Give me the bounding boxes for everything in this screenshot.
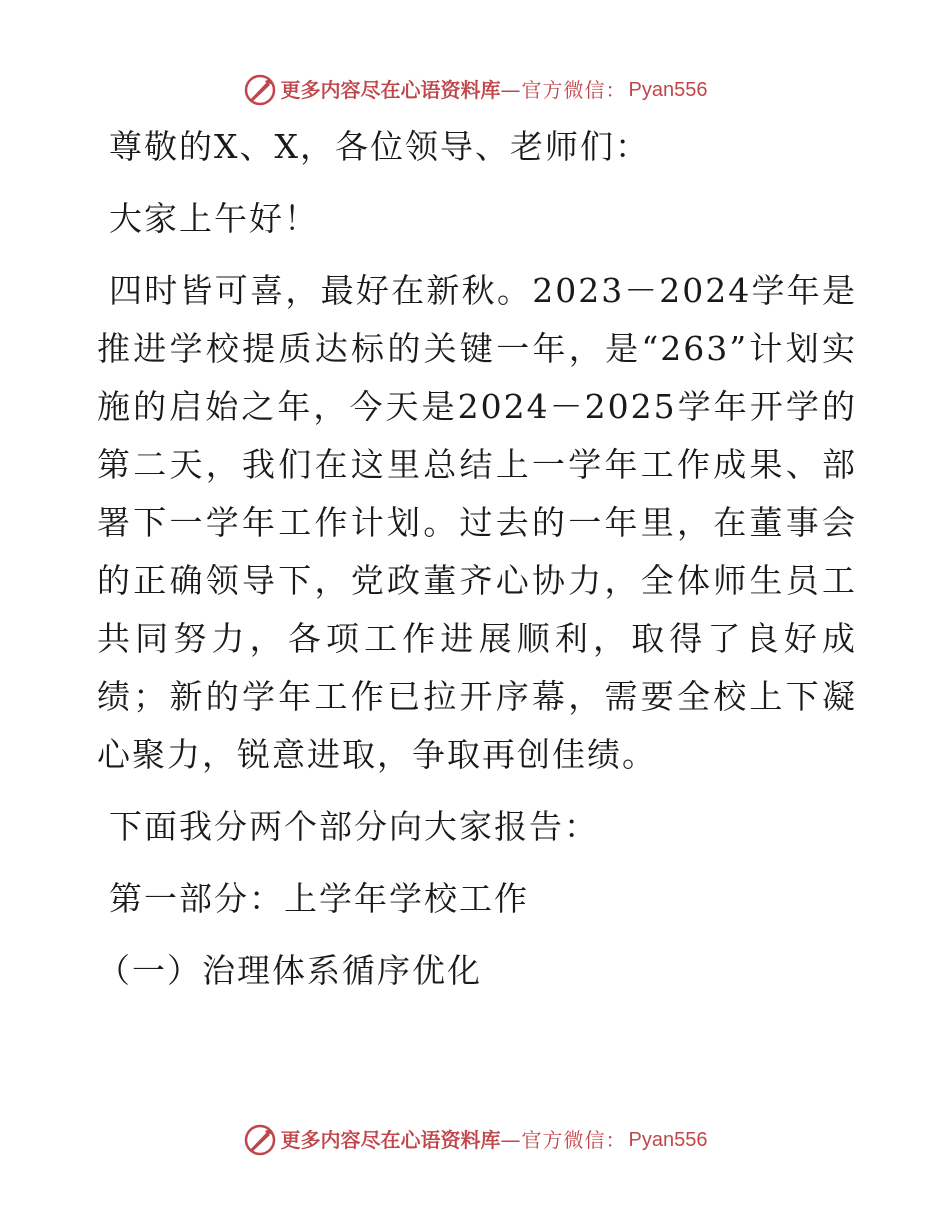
part-one-heading: 第一部分：上学年学校工作 [109, 879, 529, 918]
watermark-dash: — [500, 1128, 522, 1152]
document-body [97, 118, 857, 1014]
header-watermark [0, 70, 950, 110]
section-one-heading: （一）治理体系循序优化 [97, 951, 482, 990]
watermark-sub-text: 官方微信： [521, 1128, 627, 1152]
footer-watermark [0, 1120, 950, 1160]
watermark-id: Pyan556 [628, 1129, 708, 1151]
salutation: 尊敬的X、X，各位领导、老师们： [109, 127, 650, 166]
intro-paragraph: 四时皆可喜，最好在新秋。2023－2024学年是推进学校提质达标的关键一年，是“263”计划实施的启始之年，今天是2024－2025学年开学的第二天，我们在这里总结上一学年工作成果、部署下一学年工作计划。过去的一年里，在董事会的正确领导下，党政董齐心协力，全体师生员工共同努力，各项工作进展顺利，取得了良好成绩；新的学年工作已拉开序幕，需要全校上下凝心聚力，锐意进取，争取再创佳绩。 [97, 271, 857, 774]
watermark-main-text: 更多内容尽在心语资料库 [280, 78, 501, 102]
watermark-id: Pyan556 [628, 79, 708, 101]
watermark-dash: — [500, 78, 522, 102]
quill-logo-icon [243, 1123, 277, 1157]
report-intro: 下面我分两个部分向大家报告： [109, 807, 599, 846]
watermark-main-text: 更多内容尽在心语资料库 [280, 1128, 501, 1152]
greeting: 大家上午好！ [109, 199, 319, 238]
quill-logo-icon [243, 73, 277, 107]
watermark-sub-text: 官方微信： [521, 78, 627, 102]
